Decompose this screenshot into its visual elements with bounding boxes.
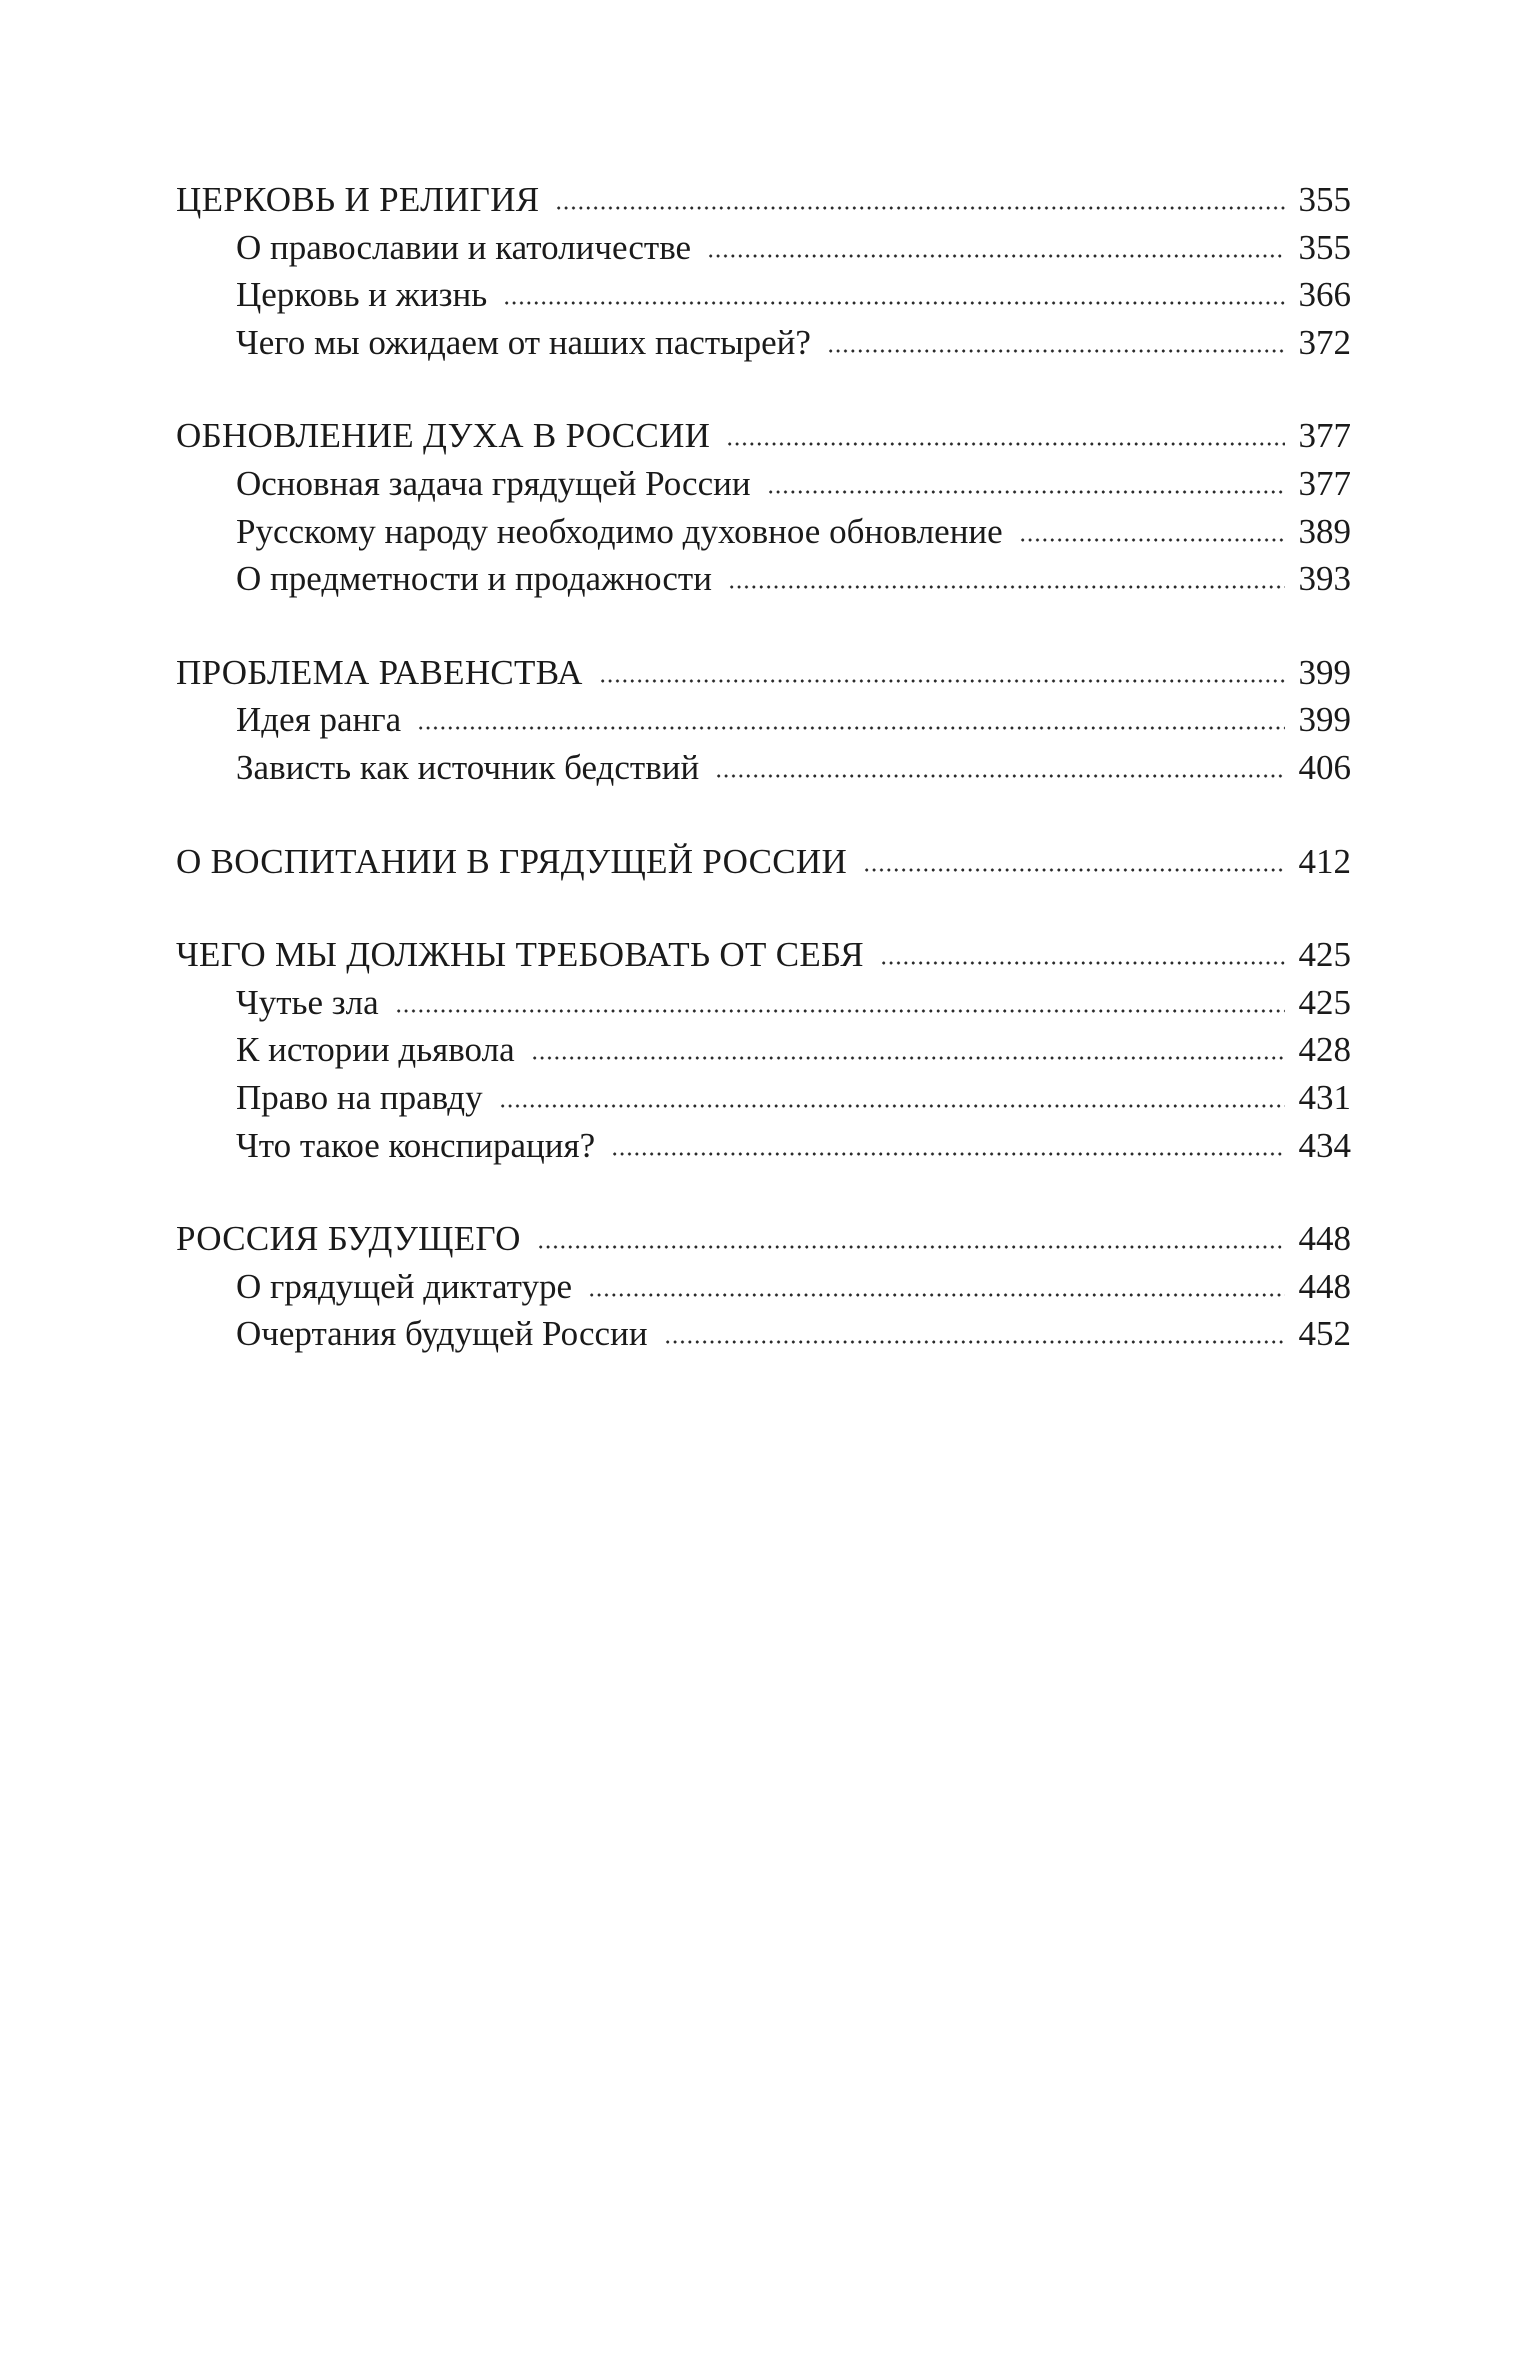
page-number: 355 [1298,180,1351,219]
dot-leader [767,490,1285,494]
page-number: 412 [1298,841,1351,881]
dot-leader [707,254,1285,258]
dot-leader [417,726,1285,730]
toc-section-heading[interactable] [176,649,1351,697]
toc-section [176,838,1351,886]
dot-leader [395,1009,1285,1013]
toc-entry[interactable] [176,696,1351,744]
section-title: ПРОБЛЕМА РАВЕНСТВА [176,652,583,692]
page-number: 434 [1298,1125,1351,1165]
section-title: ОБНОВЛЕНИЕ ДУХА В РОССИИ [176,416,711,456]
page-number: 399 [1298,700,1351,740]
toc-entry[interactable] [176,1263,1351,1311]
toc-section-heading[interactable] [176,1215,1351,1263]
page-number: 448 [1298,1266,1351,1306]
page-number: 372 [1298,322,1351,362]
entry-title: Идея ранга [236,700,402,740]
page-number: 377 [1298,416,1351,456]
entry-title: Чутье зла [236,982,379,1022]
dot-leader [599,679,1285,683]
toc-entry[interactable] [176,224,1351,272]
entry-title: Очертания будущей России [236,1314,648,1354]
dot-leader [726,442,1285,446]
entry-title: Чего мы ожидаем от наших пастырей? [236,322,811,362]
toc-entry[interactable] [176,744,1351,792]
toc-section [176,176,1351,366]
page-number: 425 [1298,982,1351,1022]
toc-section [176,412,1351,602]
toc-entry[interactable] [176,319,1351,367]
dot-leader [715,774,1285,778]
toc-section-heading[interactable] [176,176,1351,224]
page-number: 366 [1298,275,1351,315]
toc-entry[interactable] [176,979,1351,1027]
page-number: 448 [1298,1219,1351,1259]
entry-title: Русскому народу необходимо духовное обновление [236,511,1003,551]
section-title: ЦЕРКОВЬ И РЕЛИГИЯ [176,180,540,219]
toc-entry[interactable] [176,1026,1351,1074]
entry-title: Право на правду [236,1077,483,1117]
toc-section-heading[interactable] [176,412,1351,460]
entry-title: Основная задача грядущей России [236,463,751,503]
section-title: О ВОСПИТАНИИ В ГРЯДУЩЕЙ РОССИИ [176,841,848,881]
page-number: 431 [1298,1077,1351,1117]
toc-entry[interactable] [176,1122,1351,1170]
table-of-contents [176,176,1351,1404]
toc-section [176,931,1351,1169]
entry-title: Церковь и жизнь [236,275,488,315]
toc-entry[interactable] [176,555,1351,603]
page-number: 406 [1298,747,1351,787]
page-number: 428 [1298,1030,1351,1070]
section-title: ЧЕГО МЫ ДОЛЖНЫ ТРЕБОВАТЬ ОТ СЕБЯ [176,935,864,975]
dot-leader [827,349,1285,353]
page-number: 399 [1298,652,1351,692]
toc-entry[interactable] [176,271,1351,319]
dot-leader [531,1056,1285,1060]
toc-section [176,649,1351,792]
entry-title: О предметности и продажности [236,559,712,599]
dot-leader [1019,538,1285,542]
entry-title: Зависть как источник бедствий [236,747,700,787]
page-number: 452 [1298,1314,1351,1354]
dot-leader [863,868,1285,872]
entry-title: К истории дьявола [236,1030,515,1070]
section-title: РОССИЯ БУДУЩЕГО [176,1219,521,1259]
page-number: 425 [1298,935,1351,975]
dot-leader [588,1293,1285,1297]
page-number: 393 [1298,559,1351,599]
entry-title: Что такое конспирация? [236,1125,596,1165]
dot-leader [555,206,1285,210]
toc-section-heading[interactable] [176,931,1351,979]
dot-leader [664,1340,1285,1344]
toc-section-heading[interactable] [176,838,1351,886]
page-number: 389 [1298,511,1351,551]
page-number: 377 [1298,463,1351,503]
dot-leader [880,961,1285,965]
dot-leader [537,1245,1285,1249]
entry-title: О православии и католичестве [236,227,692,267]
toc-entry[interactable] [176,508,1351,556]
toc-section [176,1215,1351,1358]
dot-leader [503,301,1285,305]
page-number: 355 [1298,227,1351,267]
dot-leader [499,1104,1285,1108]
dot-leader [611,1152,1285,1156]
toc-entry[interactable] [176,1310,1351,1358]
dot-leader [728,585,1285,589]
toc-entry[interactable] [176,460,1351,508]
toc-entry[interactable] [176,1074,1351,1122]
entry-title: О грядущей диктатуре [236,1266,573,1306]
